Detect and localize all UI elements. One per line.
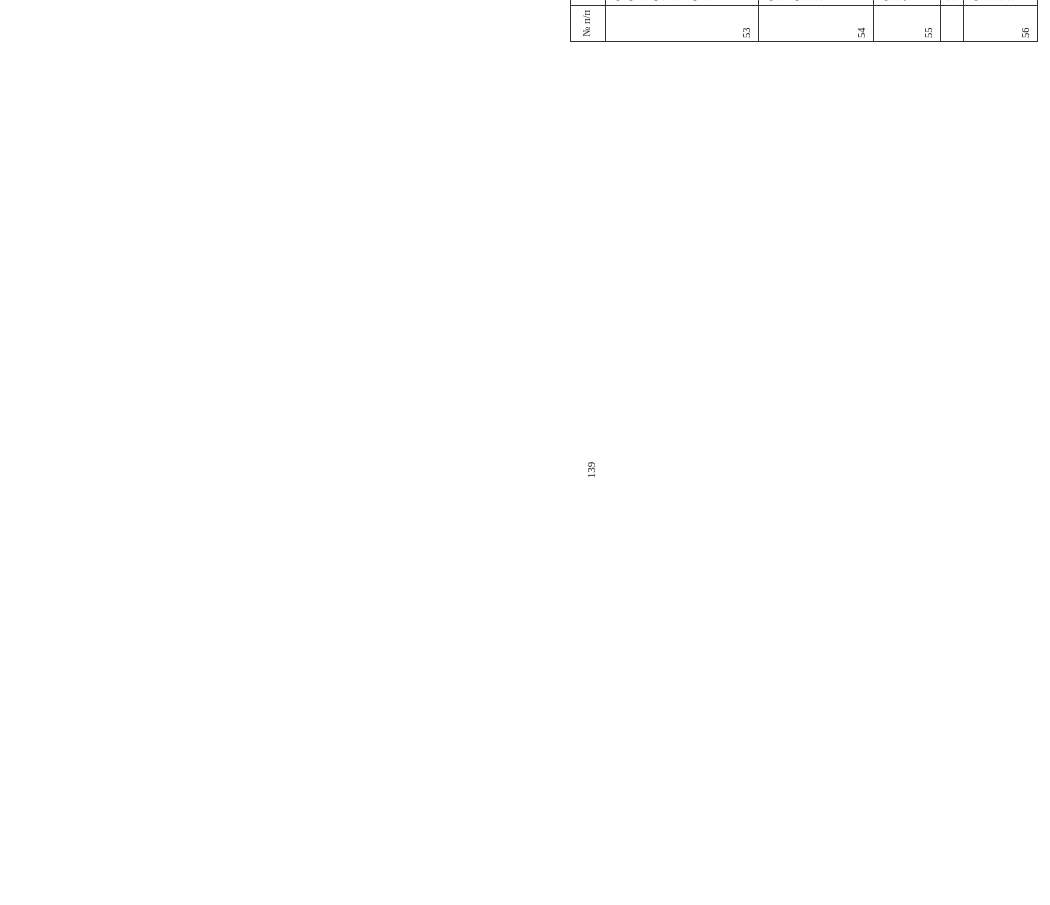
table-row	[964, 0, 1038, 42]
indicators-table	[570, 0, 1038, 42]
table-row	[759, 0, 874, 42]
indicator-name	[964, 0, 1038, 5]
section-header-row	[941, 0, 964, 42]
header-row	[571, 0, 606, 42]
row-number: 53	[606, 5, 759, 41]
section-number-cell	[941, 5, 964, 41]
page-number: 139	[586, 461, 598, 479]
row-number: 54	[759, 5, 874, 41]
col-header-name	[571, 0, 606, 5]
row-number: 55	[874, 5, 941, 41]
table-row	[874, 0, 941, 42]
table-row	[606, 0, 759, 42]
section-title	[941, 0, 964, 5]
row-number: 56	[964, 5, 1038, 41]
col-header-number: № п/п	[571, 5, 606, 41]
indicator-name	[874, 0, 941, 5]
rotated-table-container	[570, 0, 1050, 42]
indicator-name	[759, 0, 874, 5]
indicator-name	[606, 0, 759, 5]
